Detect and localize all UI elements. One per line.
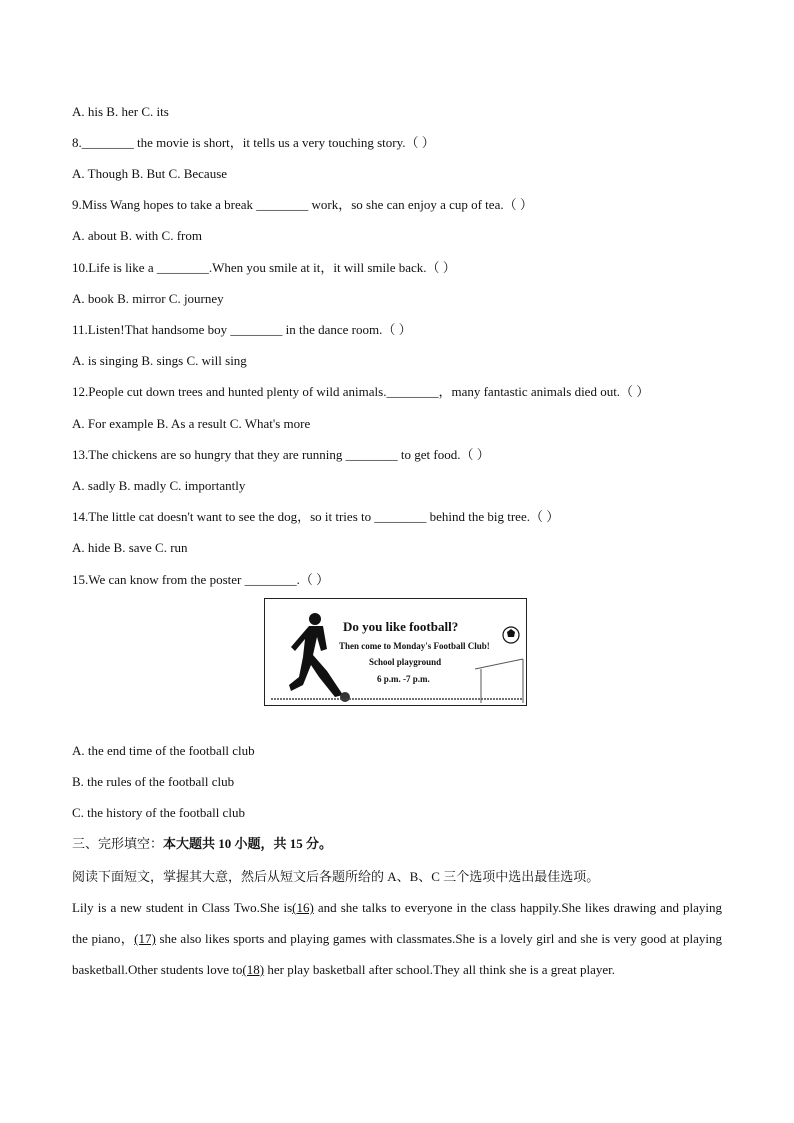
blank-16: (16) — [292, 900, 314, 915]
football-poster — [264, 598, 527, 706]
blank-18: (18) — [242, 962, 265, 977]
q7-options: A. his B. her C. its — [72, 104, 169, 119]
football-player-icon — [289, 613, 343, 697]
ball-icon — [340, 692, 350, 702]
q12-stem: 12.People cut down trees and hunted plenty of wild animals.________，many fantastic animals died out.（ ） — [72, 384, 650, 399]
q13-stem: 13.The chickens are so hungry that they are running ________ to get food.（ ） — [72, 447, 490, 462]
q9-options: A. about B. with C. from — [72, 228, 202, 243]
q14-options: A. hide B. save C. run — [72, 540, 188, 555]
q15-stem: 15.We can know from the poster ________.（ ） — [72, 572, 330, 587]
passage-text-3: she also likes sports and playing games with classmates.She is a lovely girl and she is very good at playing basketball.Other students love to — [72, 931, 723, 977]
q10-options: A. book B. mirror C. journey — [72, 291, 224, 306]
q8-options: A. Though B. But C. Because — [72, 166, 228, 181]
goal-net-icon — [475, 659, 523, 703]
poster-line-place: School playground — [369, 657, 442, 667]
passage-text-4: her play basketball after school.They all think she is a great player. — [264, 962, 615, 977]
poster-illustration — [265, 599, 527, 706]
q15-option-b: B. the rules of the football club — [72, 774, 235, 789]
poster-line-club: Then come to Monday's Football Club! — [339, 641, 490, 651]
q10-stem: 10.Life is like a ________.When you smile at it，it will smile back.（ ） — [72, 260, 456, 275]
q13-options: A. sadly B. madly C. importantly — [72, 478, 246, 493]
passage-text-2: and she talks to everyone in the class happily.She likes drawing and playing the piano， — [72, 900, 722, 946]
poster-title: Do you like football? — [343, 619, 459, 634]
q8-stem: 8.________ the movie is short，it tells us a very touching story.（ ） — [72, 135, 435, 150]
poster-line-time: 6 p.m. -7 p.m. — [377, 674, 430, 684]
blank-17: (17) — [134, 931, 156, 946]
cloze-passage — [72, 892, 722, 985]
q11-stem: 11.Listen!That handsome boy ________ in the dance room.（ ） — [72, 322, 412, 337]
section3-heading — [72, 836, 332, 852]
q11-options: A. is singing B. sings C. will sing — [72, 353, 247, 368]
q14-stem: 14.The little cat doesn't want to see the dog，so it tries to ________ behind the big tree.（ ） — [72, 509, 560, 524]
q12-options: A. For example B. As a result C. What's more — [72, 416, 311, 431]
q15-option-c: C. the history of the football club — [72, 805, 245, 820]
passage-text-1: Lily is a new student in Class Two.She is — [72, 900, 293, 915]
q15-option-a: A. the end time of the football club — [72, 743, 255, 758]
section3-heading-prefix: 三、完形填空： — [72, 836, 164, 851]
section3-instruction: 阅读下面短文，掌握其大意，然后从短文后各题所给的 A、B、C 三个选项中选出最佳选项。 — [72, 869, 600, 884]
section3-heading-detail: 本大题共 10 小题，共 15 分。 — [163, 836, 333, 851]
q9-stem: 9.Miss Wang hopes to take a break ________ work，so she can enjoy a cup of tea.（ ） — [72, 197, 533, 212]
